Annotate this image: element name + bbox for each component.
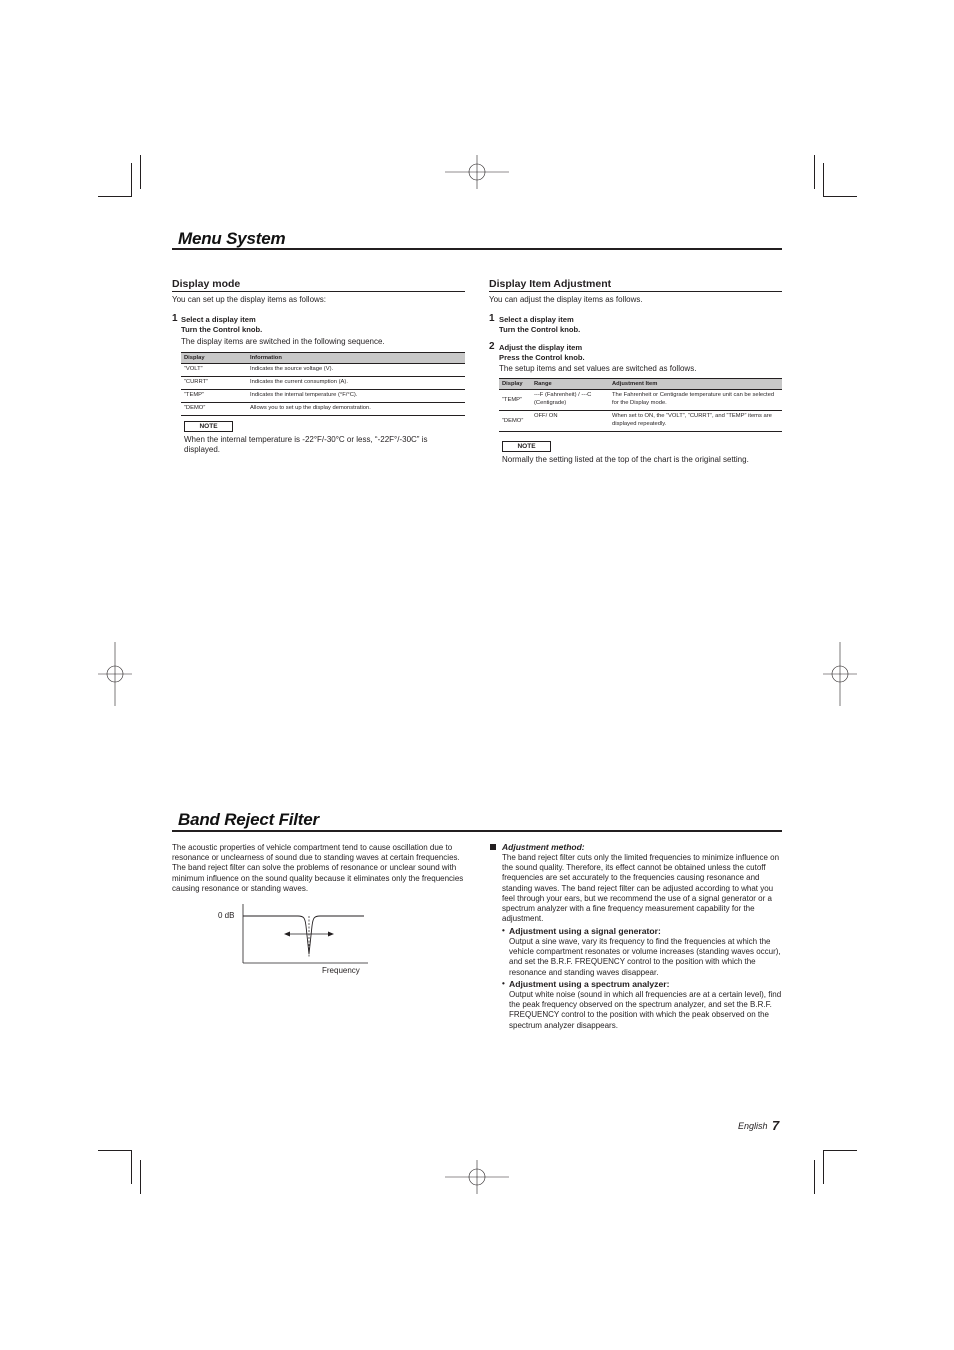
table-header: Display — [181, 353, 247, 364]
display-mode-intro: You can set up the display items as follows: — [172, 295, 327, 304]
heading-rule — [172, 291, 465, 292]
crop-mark — [814, 155, 815, 189]
display-item-adjustment-heading: Display Item Adjustment — [489, 278, 612, 290]
table-row — [181, 364, 465, 377]
registration-mark-icon — [823, 642, 857, 706]
table-row — [181, 377, 465, 390]
registration-mark-icon — [445, 155, 509, 189]
crop-mark — [131, 163, 132, 197]
table-cell: “DEMO” — [499, 411, 531, 432]
step-number: 1 — [172, 313, 178, 324]
signal-generator-title: Adjustment using a signal generator: — [509, 926, 661, 936]
section-rule — [172, 248, 782, 250]
spectrum-analyzer-body: Output white noise (sound in which all frequencies are at a certain level), find the peak frequency observed on the spectrum analyzer, and set the B.R.F. FREQUENCY control to the position with which the peak observed on the spectrum analyzer disappears. — [509, 990, 782, 1030]
footer-language: English — [738, 1121, 768, 1131]
table-row — [181, 403, 465, 416]
crop-mark — [823, 1150, 824, 1184]
crop-mark — [140, 155, 141, 189]
display-mode-heading: Display mode — [172, 278, 241, 290]
table-row — [499, 390, 782, 411]
menu-system-title: Menu System — [178, 229, 286, 248]
crop-mark — [98, 196, 132, 197]
step-title: Adjust the display item — [499, 343, 583, 352]
note-label: NOTE — [502, 441, 551, 452]
band-reject-filter-title: Band Reject Filter — [178, 810, 319, 829]
table-cell: Allows you to set up the display demonstration. — [247, 403, 465, 416]
bullet-dot-icon: • — [502, 979, 505, 988]
section-rule — [172, 830, 782, 832]
table-cell: “DEMO” — [181, 403, 247, 416]
table-cell: ---F (Fahrenheit) / ---C (Centigrade) — [531, 390, 609, 411]
table-cell: The Fahrenheit or Centigrade temperature unit can be selected for the Display mode. — [609, 390, 782, 411]
crop-mark — [98, 1150, 132, 1151]
adjustment-method-title: Adjustment method: — [502, 842, 585, 852]
spectrum-analyzer-title: Adjustment using a spectrum analyzer: — [509, 979, 670, 989]
table-header: Information — [247, 353, 465, 364]
table-row — [181, 390, 465, 403]
table-cell: Indicates the source voltage (V). — [247, 364, 465, 377]
table-cell: “TEMP” — [181, 390, 247, 403]
bullet-dot-icon: • — [502, 926, 505, 935]
diagram-y-label: 0 dB — [218, 911, 235, 920]
note-text: Normally the setting listed at the top of the chart is the original setting. — [502, 455, 749, 464]
bullet-square-icon — [490, 844, 496, 850]
registration-mark-icon — [98, 642, 132, 706]
step-number: 2 — [489, 341, 495, 352]
band-reject-response-diagram — [240, 904, 368, 966]
crop-mark — [823, 1150, 857, 1151]
crop-mark — [140, 1160, 141, 1194]
table-cell: Indicates the current consumption (A). — [247, 377, 465, 390]
note-text: When the internal temperature is -22°F/-30°C or less, “-22F°/-30C” is displayed. — [184, 435, 428, 455]
table-cell: When set to ON, the “VOLT”, “CURRT”, and “TEMP” items are displayed repeatedly. — [609, 411, 782, 432]
adjustment-method-body: The band reject filter cuts only the limited frequencies to minimize influence on the sound quality. Therefore, its effect cannot be obtained unless the cutoff frequencies are set accurately to the frequencies causing resonance and standing waves. The band reject filter can be adjusted according to what you feel through your ears, but we recommend the use of a signal generator or a spectrum analyzer with a fine frequency measurement capability for the adjustment. — [502, 853, 780, 924]
table-cell: OFF/ ON — [531, 411, 609, 432]
heading-rule — [489, 291, 782, 292]
crop-mark — [131, 1150, 132, 1184]
crop-mark — [814, 1160, 815, 1194]
step-action: Turn the Control knob. — [181, 325, 263, 334]
table-row — [499, 411, 782, 432]
display-item-adjustment-intro: You can adjust the display items as follows. — [489, 295, 643, 304]
step-description: The setup items and set values are switched as follows. — [499, 364, 697, 373]
registration-mark-icon — [445, 1160, 509, 1194]
step-action: Press the Control knob. — [499, 353, 585, 362]
table-header: Adjustment Item — [609, 379, 782, 390]
crop-mark — [823, 196, 857, 197]
table-cell: Indicates the internal temperature (°F/°C). — [247, 390, 465, 403]
table-header: Range — [531, 379, 609, 390]
band-reject-intro: The acoustic properties of vehicle compartment tend to cause oscillation due to resonance or unclearness of sound due to standing waves at certain frequencies. The band reject filter can solve the problems of resonance or unclear sound with minimum influence on the sound quality because it eliminates only the frequencies causing resonance or standing waves. — [172, 843, 464, 893]
step-title: Select a display item — [499, 315, 574, 324]
note-label: NOTE — [184, 421, 233, 432]
step-number: 1 — [489, 313, 495, 324]
display-item-adjustment-table — [499, 378, 782, 432]
table-cell: “TEMP” — [499, 390, 531, 411]
table-header: Display — [499, 379, 531, 390]
step-title: Select a display item — [181, 315, 256, 324]
crop-mark — [823, 163, 824, 197]
step-description: The display items are switched in the following sequence. — [181, 337, 385, 346]
signal-generator-body: Output a sine wave, vary its frequency to find the frequencies at which the vehicle compartment resonates or volume increases (standing waves occur), and set the B.R.F. FREQUENCY control to the position with which the resonance and standing waves disappear. — [509, 937, 781, 977]
table-cell: “CURRT” — [181, 377, 247, 390]
step-action: Turn the Control knob. — [499, 325, 581, 334]
table-cell: “VOLT” — [181, 364, 247, 377]
diagram-x-label: Frequency — [322, 966, 360, 975]
display-mode-table — [181, 352, 465, 416]
page-number: 7 — [772, 1118, 780, 1133]
